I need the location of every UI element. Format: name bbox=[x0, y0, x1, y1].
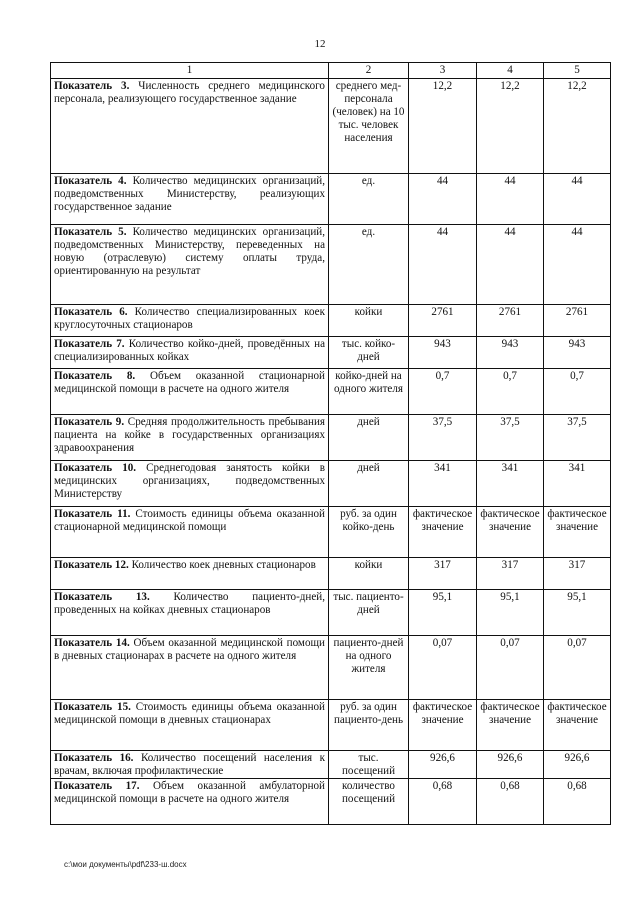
value-cell: 44 bbox=[409, 225, 477, 305]
indicator-name-cell bbox=[51, 174, 329, 225]
indicator-text: Среднегодовая занятость койки в медицинских организациях, подведомственных Министерству bbox=[54, 462, 325, 500]
value-cell: 341 bbox=[409, 461, 477, 507]
indicator-label: Показатель 10. bbox=[54, 462, 137, 474]
unit-cell: количество посещений bbox=[329, 779, 409, 825]
indicator-text: Количество посещений населения к врачам, включая профилактические bbox=[54, 752, 325, 777]
indicator-name-cell bbox=[51, 700, 329, 751]
indicator-name-cell bbox=[51, 751, 329, 779]
value-cell: 926,6 bbox=[477, 751, 544, 779]
column-header: 5 bbox=[544, 63, 611, 79]
value-cell: 12,2 bbox=[544, 79, 611, 174]
unit-cell: тыс. пациенто-дней bbox=[329, 590, 409, 636]
value-cell: 943 bbox=[544, 337, 611, 369]
indicator-label: Показатель 14. bbox=[54, 637, 130, 649]
indicator-text: Средняя продолжительность пребывания пациента на койке в государственных организациях здравоохранения bbox=[54, 416, 325, 454]
value-cell: 44 bbox=[544, 174, 611, 225]
indicator-label: Показатель 12. bbox=[54, 559, 129, 571]
indicator-text: Объем оказанной стационарной медицинской помощи в расчете на одного жителя bbox=[54, 370, 325, 395]
value-cell: 317 bbox=[477, 558, 544, 590]
table-row bbox=[51, 174, 611, 225]
value-cell: 2761 bbox=[544, 305, 611, 337]
table-row bbox=[51, 415, 611, 461]
value-cell: 341 bbox=[477, 461, 544, 507]
value-cell: 44 bbox=[409, 174, 477, 225]
value-cell: фактическое значение bbox=[409, 507, 477, 558]
value-cell: 95,1 bbox=[477, 590, 544, 636]
indicator-label: Показатель 9. bbox=[54, 416, 125, 428]
indicator-label: Показатель 16. bbox=[54, 752, 134, 764]
column-header: 1 bbox=[51, 63, 329, 79]
value-cell: 0,68 bbox=[477, 779, 544, 825]
page-number: 12 bbox=[314, 38, 326, 50]
value-cell: 0,7 bbox=[477, 369, 544, 415]
value-cell: фактическое значение bbox=[477, 507, 544, 558]
table-row bbox=[51, 558, 611, 590]
table-row bbox=[51, 590, 611, 636]
indicator-text: Стоимость единицы объема оказанной стационарной медицинской помощи bbox=[54, 508, 325, 533]
value-cell: 95,1 bbox=[409, 590, 477, 636]
value-cell: 44 bbox=[477, 174, 544, 225]
unit-cell: среднего мед-персонала (человек) на 10 тыс. человек населения bbox=[329, 79, 409, 174]
unit-cell: пациенто-дней на одного жителя bbox=[329, 636, 409, 700]
indicator-label: Показатель 7. bbox=[54, 338, 125, 350]
indicator-name-cell bbox=[51, 415, 329, 461]
value-cell: 37,5 bbox=[477, 415, 544, 461]
unit-cell: ед. bbox=[329, 225, 409, 305]
indicator-label: Показатель 8. bbox=[54, 370, 136, 382]
indicators-table bbox=[50, 62, 611, 825]
indicator-label: Показатель 11. bbox=[54, 508, 131, 520]
indicator-name-cell bbox=[51, 369, 329, 415]
unit-cell: койко-дней на одного жителя bbox=[329, 369, 409, 415]
unit-cell: дней bbox=[329, 415, 409, 461]
value-cell: 12,2 bbox=[477, 79, 544, 174]
value-cell: 317 bbox=[409, 558, 477, 590]
indicator-text: Количество медицинских организаций, подведомственных Министерству, реализующих государственное задание bbox=[54, 175, 325, 213]
table-row bbox=[51, 700, 611, 751]
unit-cell: ед. bbox=[329, 174, 409, 225]
indicator-name-cell bbox=[51, 225, 329, 305]
value-cell: 0,07 bbox=[409, 636, 477, 700]
value-cell: 95,1 bbox=[544, 590, 611, 636]
indicator-label: Показатель 6. bbox=[54, 306, 128, 318]
indicator-text: Численность среднего медицинского персонала, реализующего государственное задание bbox=[54, 80, 325, 105]
value-cell: 37,5 bbox=[409, 415, 477, 461]
column-header: 4 bbox=[477, 63, 544, 79]
value-cell: 341 bbox=[544, 461, 611, 507]
value-cell: 0,68 bbox=[544, 779, 611, 825]
value-cell: 44 bbox=[544, 225, 611, 305]
table-row bbox=[51, 461, 611, 507]
value-cell: фактическое значение bbox=[409, 700, 477, 751]
indicator-name-cell bbox=[51, 79, 329, 174]
value-cell: 0,07 bbox=[544, 636, 611, 700]
table-row bbox=[51, 79, 611, 174]
unit-cell: койки bbox=[329, 558, 409, 590]
table-row bbox=[51, 225, 611, 305]
indicator-name-cell bbox=[51, 507, 329, 558]
unit-cell: койки bbox=[329, 305, 409, 337]
table-row bbox=[51, 779, 611, 825]
indicator-text: Количество коек дневных стационаров bbox=[131, 559, 316, 571]
value-cell: 943 bbox=[409, 337, 477, 369]
value-cell: фактическое значение bbox=[477, 700, 544, 751]
indicator-text: Объем оказанной амбулаторной медицинской помощи в расчете на одного жителя bbox=[54, 780, 325, 805]
table-header-row bbox=[51, 63, 611, 79]
table-row bbox=[51, 369, 611, 415]
table-row bbox=[51, 337, 611, 369]
indicator-text: Количество медицинских организаций, подведомственных Министерству, переведенных на новую (отраслевую) систему оплаты труда, ориентированную на результат bbox=[54, 226, 325, 277]
file-path-footer: c:\мои документы\pdf\233-ш.docx bbox=[64, 860, 187, 869]
value-cell: 12,2 bbox=[409, 79, 477, 174]
value-cell: 37,5 bbox=[544, 415, 611, 461]
indicator-label: Показатель 17. bbox=[54, 780, 140, 792]
indicator-label: Показатель 15. bbox=[54, 701, 131, 713]
value-cell: 0,68 bbox=[409, 779, 477, 825]
indicator-text: Количество койко-дней, проведённых на специализированных койках bbox=[54, 338, 325, 363]
indicator-name-cell bbox=[51, 461, 329, 507]
unit-cell: руб. за один койко-день bbox=[329, 507, 409, 558]
value-cell: 2761 bbox=[409, 305, 477, 337]
unit-cell: тыс. посещений bbox=[329, 751, 409, 779]
indicator-text: Объем оказанной медицинской помощи в дневных стационарах в расчете на одного жителя bbox=[54, 637, 325, 662]
indicator-name-cell bbox=[51, 636, 329, 700]
table-row bbox=[51, 751, 611, 779]
indicator-name-cell bbox=[51, 558, 329, 590]
indicator-text: Стоимость единицы объема оказанной медицинской помощи в дневных стационарах bbox=[54, 701, 325, 726]
value-cell: 926,6 bbox=[409, 751, 477, 779]
table-row bbox=[51, 305, 611, 337]
indicator-text: Количество пациенто-дней, проведенных на койках дневных стационаров bbox=[54, 591, 325, 616]
column-header: 2 bbox=[329, 63, 409, 79]
unit-cell: тыс. койко-дней bbox=[329, 337, 409, 369]
value-cell: 926,6 bbox=[544, 751, 611, 779]
indicator-name-cell bbox=[51, 590, 329, 636]
indicator-name-cell bbox=[51, 779, 329, 825]
indicator-label: Показатель 3. bbox=[54, 80, 130, 92]
column-header: 3 bbox=[409, 63, 477, 79]
value-cell: фактическое значение bbox=[544, 507, 611, 558]
value-cell: фактическое значение bbox=[544, 700, 611, 751]
unit-cell: дней bbox=[329, 461, 409, 507]
value-cell: 0,07 bbox=[477, 636, 544, 700]
table-row bbox=[51, 636, 611, 700]
value-cell: 0,7 bbox=[544, 369, 611, 415]
unit-cell: руб. за один пациенто-день bbox=[329, 700, 409, 751]
indicator-text: Количество специализированных коек круглосуточных стационаров bbox=[54, 306, 325, 331]
value-cell: 0,7 bbox=[409, 369, 477, 415]
indicator-name-cell bbox=[51, 337, 329, 369]
indicator-label: Показатель 13. bbox=[54, 591, 150, 603]
value-cell: 943 bbox=[477, 337, 544, 369]
indicator-name-cell bbox=[51, 305, 329, 337]
table-row bbox=[51, 507, 611, 558]
value-cell: 317 bbox=[544, 558, 611, 590]
indicator-label: Показатель 4. bbox=[54, 175, 127, 187]
indicator-label: Показатель 5. bbox=[54, 226, 127, 238]
value-cell: 2761 bbox=[477, 305, 544, 337]
value-cell: 44 bbox=[477, 225, 544, 305]
